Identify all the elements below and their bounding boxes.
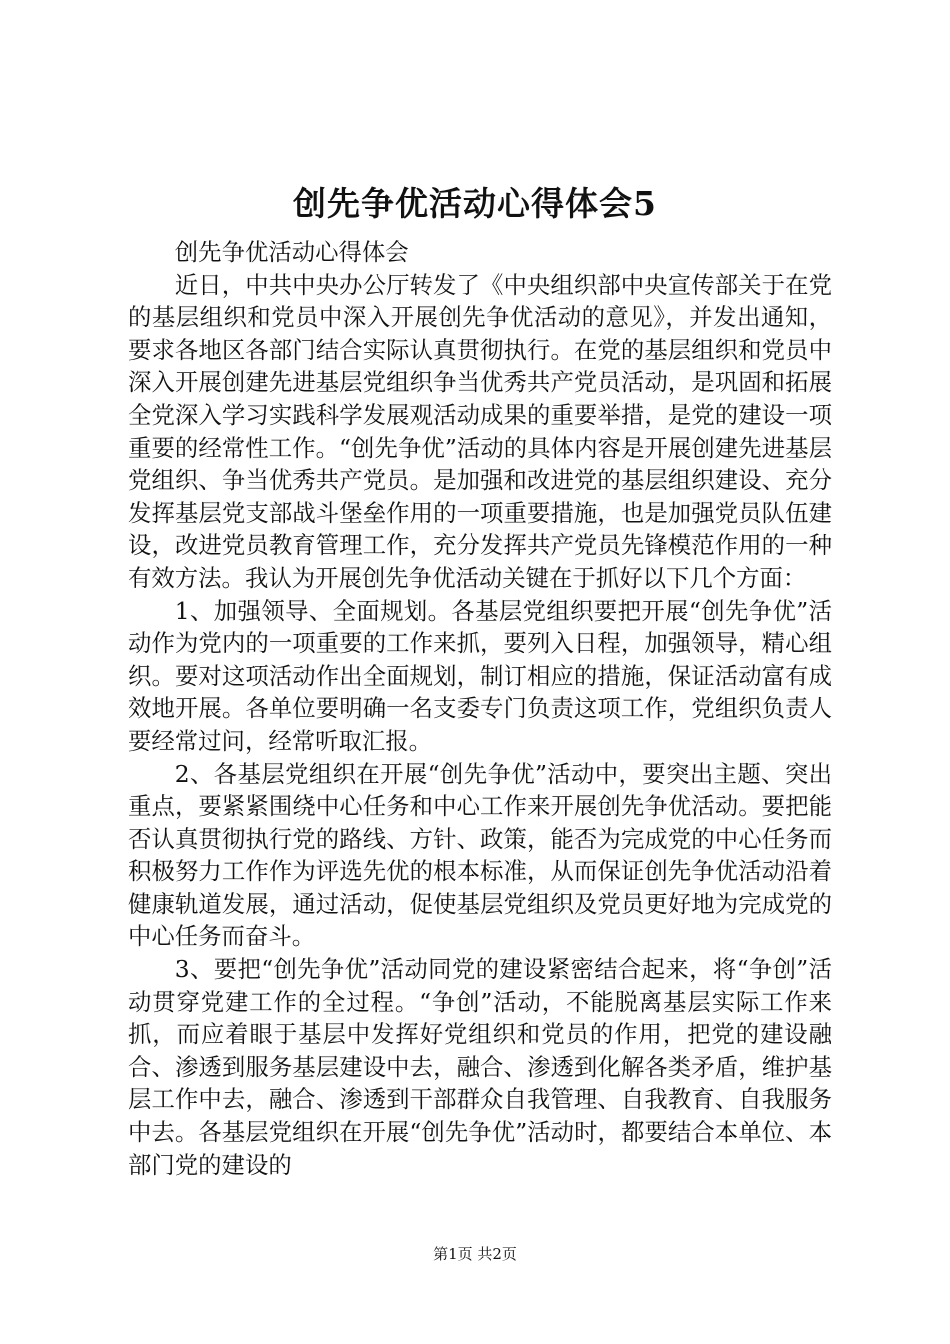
document-body: [128, 236, 832, 1181]
paragraph-point-3: 3、要把“创先争优”活动同党的建设紧密结合起来，将“争创”活动贯穿党建工作的全过程。“争创”活动，不能脱离基层实际工作来抓，而应着眼于基层中发挥好党组织和党员的作用，把党的建设融合、渗透到服务基层建设中去，融合、渗透到化解各类矛盾，维护基层工作中去，融合、渗透到干部群众自我管理、自我教育、自我服务中去。各基层党组织在开展“创先争优”活动时，都要结合本单位、本部门党的建设的: [128, 955, 832, 1179]
document-title: 创先争优活动心得体会5: [293, 184, 657, 223]
page-number-footer: 第1页 共2页: [433, 1245, 517, 1263]
paragraph-intro: 近日，中共中央办公厅转发了《中央组织部中央宣传部关于在党的基层组织和党员中深入开展创先争优活动的意见》，并发出通知，要求各地区各部门结合实际认真贯彻执行。在党的基层组织和党员中深入开展创建先进基层党组织争当优秀共产党员活动，是巩固和拓展全党深入学习实践科学发展观活动成果的重要举措，是党的建设一项重要的经常性工作。“创先争优”活动的具体内容是开展创建先进基层党组织、争当优秀共产党员。是加强和改进党的基层组织建设、充分发挥基层党支部战斗堡垒作用的一项重要措施，也是加强党员队伍建设，改进党员教育管理工作，充分发挥共产党员先锋模范作用的一种有效方法。我认为开展创先争优活动关键在于抓好以下几个方面：: [128, 270, 832, 592]
paragraph-point-1: 1、加强领导、全面规划。各基层党组织要把开展“创先争优”活动作为党内的一项重要的工作来抓，要列入日程，加强领导，精心组织。要对这项活动作出全面规划，制订相应的措施，保证活动富有成效地开展。各单位要明确一名支委专门负责这项工作，党组织负责人要经常过问，经常听取汇报。: [128, 596, 832, 755]
paragraph-point-2: 2、各基层党组织在开展“创先争优”活动中，要突出主题、突出重点，要紧紧围绕中心任务和中心工作来开展创先争优活动。要把能否认真贯彻执行党的路线、方针、政策，能否为完成党的中心任务而积极努力工作作为评选先优的根本标准，从而保证创先争优活动沿着健康轨道发展，通过活动，促使基层党组织及党员更好地为完成党的中心任务而奋斗。: [128, 759, 832, 951]
document-subtitle: 创先争优活动心得体会: [174, 238, 409, 266]
